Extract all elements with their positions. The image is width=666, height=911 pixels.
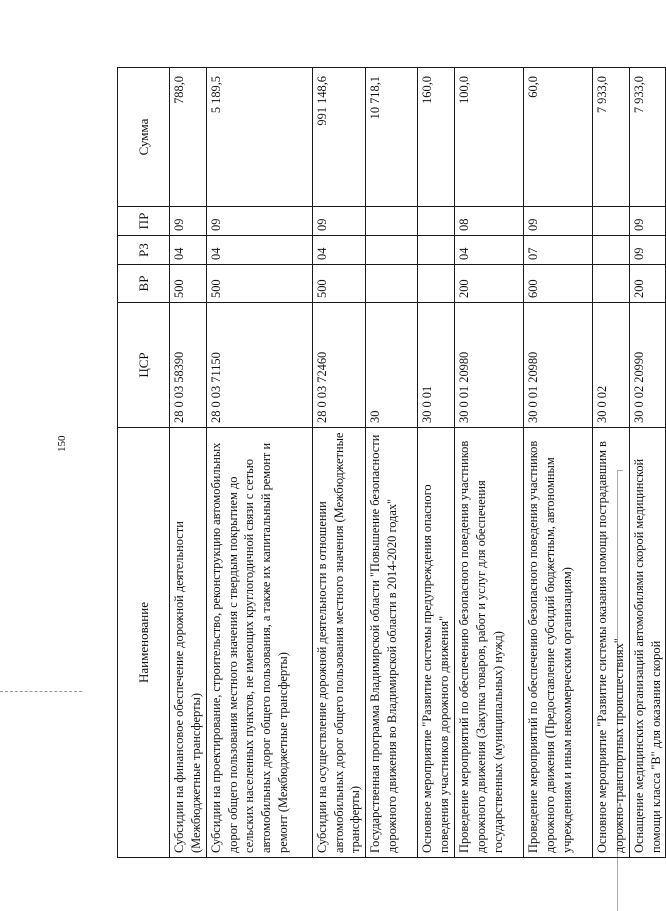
cell-vr: 200 (629, 265, 666, 303)
cell-pr (366, 207, 418, 236)
header-sum: Сумма (118, 68, 170, 207)
cell-name: Государственная программа Владимирской области "Повышение безопасности дорожного движения во Владимирской области в 2014-2020 годах" (366, 428, 418, 858)
cell-rz (366, 236, 418, 265)
cell-rz: 04 (206, 236, 312, 265)
cell-vr: 500 (170, 265, 207, 303)
cell-pr: 09 (312, 207, 366, 236)
cell-csr: 30 (366, 303, 418, 428)
cell-vr: 200 (455, 265, 524, 303)
cell-vr: 600 (524, 265, 593, 303)
cell-rz: 09 (629, 236, 666, 265)
cell-rz (418, 236, 455, 265)
cell-sum: 788,0 (170, 68, 207, 207)
cell-sum: 60,0 (524, 68, 593, 207)
cell-sum: 991 148,6 (312, 68, 366, 207)
table-row (312, 68, 366, 858)
cell-sum: 7 933,0 (629, 68, 666, 207)
cell-sum: 100,0 (455, 68, 524, 207)
cell-name: Оснащение медицинских организаций автомобилями скорой медицинской помощи класса "В" для оказания скорой (629, 428, 666, 858)
table-row (455, 68, 524, 858)
cell-pr: 09 (206, 207, 312, 236)
cell-csr: 30 0 01 (418, 303, 455, 428)
cell-csr: 28 0 03 58390 (170, 303, 207, 428)
rotated-page-content (117, 68, 663, 858)
table-row (524, 68, 593, 858)
cell-pr: 09 (629, 207, 666, 236)
scan-fold-line (0, 691, 82, 692)
cell-rz: 04 (170, 236, 207, 265)
table-row (170, 68, 207, 858)
header-csr: ЦСР (118, 303, 170, 428)
cell-csr: 30 0 02 (593, 303, 630, 428)
cell-vr (366, 265, 418, 303)
cell-name: Основное мероприятие "Развитие системы предупреждения опасного поведения участников дорожного движения" (418, 428, 455, 858)
table-row (629, 68, 666, 858)
table-row (366, 68, 418, 858)
cell-rz: 04 (312, 236, 366, 265)
table-header-row (118, 68, 170, 858)
cell-vr: 500 (312, 265, 366, 303)
cell-csr: 30 0 01 20980 (524, 303, 593, 428)
cell-rz (593, 236, 630, 265)
header-name: Наименование (118, 428, 170, 858)
cell-vr (593, 265, 630, 303)
cell-vr (418, 265, 455, 303)
header-vr: ВР (118, 265, 170, 303)
cell-sum: 7 933,0 (593, 68, 630, 207)
header-rz: РЗ (118, 236, 170, 265)
table-row (418, 68, 455, 858)
cell-pr (593, 207, 630, 236)
cell-pr (418, 207, 455, 236)
page-number: 150 (56, 435, 68, 452)
cell-sum: 10 718,1 (366, 68, 418, 207)
cell-vr: 500 (206, 265, 312, 303)
cell-csr: 30 0 01 20980 (455, 303, 524, 428)
table-row (206, 68, 312, 858)
budget-table (117, 67, 666, 858)
cell-sum: 160,0 (418, 68, 455, 207)
header-pr: ПР (118, 207, 170, 236)
cell-name: Проведение мероприятий по обеспечению безопасного поведения участников дорожного движения (Предоставление субсидий бюджетным, автономным учреждениям и иным некоммерческим организациям) (524, 428, 593, 858)
cell-pr: 09 (170, 207, 207, 236)
cell-name: Субсидии на проектирование, строительство, реконструкцию автомобильных дорог общего пользования местного значения с твердым покрытием до сельских населенных пунктов, не имеющих круглогодичной связи с сетью автомобильных дорог общего пользования, а также их капитальный ремонт и ремонт (Межбюджетные трансферты) (206, 428, 312, 858)
table-row (593, 68, 630, 858)
cell-pr: 08 (455, 207, 524, 236)
cell-csr: 28 0 03 72460 (312, 303, 366, 428)
cell-name: Субсидии на финансовое обеспечение дорожной деятельности (Межбюджетные трансферты) (170, 428, 207, 858)
cell-name: Основное мероприятие "Развитие системы оказания помощи пострадавшим в дорожно-транспортных происшествиях" (593, 428, 630, 858)
cell-sum: 5 189,5 (206, 68, 312, 207)
cell-rz: 04 (455, 236, 524, 265)
cell-rz: 07 (524, 236, 593, 265)
cell-name: Проведение мероприятий по обеспечению безопасного поведения участников дорожного движения (Закупка товаров, работ и услуг для обеспечения государственных (муниципальных) нужд) (455, 428, 524, 858)
cell-csr: 28 0 03 71150 (206, 303, 312, 428)
cell-csr: 30 0 02 20990 (629, 303, 666, 428)
cell-name: Субсидии на осуществление дорожной деятельности в отношении автомобильных дорог общего пользования местного значения (Межбюджетные трансферты) (312, 428, 366, 858)
cell-pr: 09 (524, 207, 593, 236)
